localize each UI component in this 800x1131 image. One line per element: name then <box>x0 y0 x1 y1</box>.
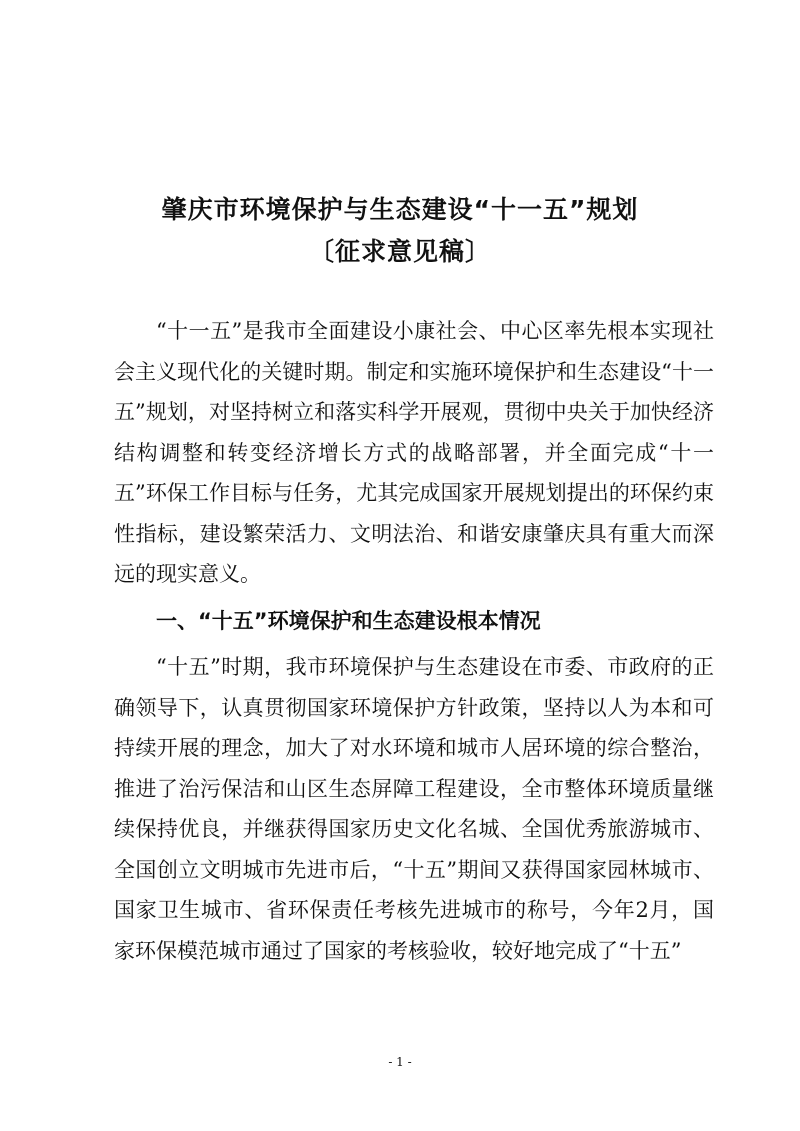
document-title: 肇庆市环境保护与生态建设“十一五”规划 <box>161 195 639 224</box>
section-heading: 一、“十五”环境保护和生态建设根本情况 <box>156 609 541 633</box>
intro-paragraph: “十一五”是我市全面建设小康社会、中心区率先根本实现社会主义现代化的关键时期。制定和实施环境保护和生态建设“十一五”规划，对坚持树立和落实科学开展观，贯彻中央关于加快经济结构调整和转变经济增长方式的战略部署，并全面完成“十一五”环保工作目标与任务，尤其完成国家开展规划提出的环保约束性指标，建设繁荣活力、文明法治、和谐安康肇庆具有重大而深远的现实意义。 <box>114 319 714 586</box>
document-subtitle: 〔征求意见稿〕 <box>308 237 491 266</box>
section-paragraph: “十五”时期，我市环境保护与生态建设在市委、市政府的正确领导下，认真贯彻国家环境保护方针政策，坚持以人为本和可持续开展的理念，加大了对水环境和城市人居环境的综合整治，推进了治污保洁和山区生态屏障工程建设，全市整体环境质量继续保持优良，并继获得国家历史文化名城、全国优秀旅游城市、全国创立文明城市先进市后，“十五”期间又获得国家园林城市、国家卫生城市、省环保责任考核先进城市的称号，今年2月，国家环保模范城市通过了国家的考核验收，较好地完成了“十五” <box>114 655 714 963</box>
page-number: - 1 - <box>388 1055 412 1069</box>
